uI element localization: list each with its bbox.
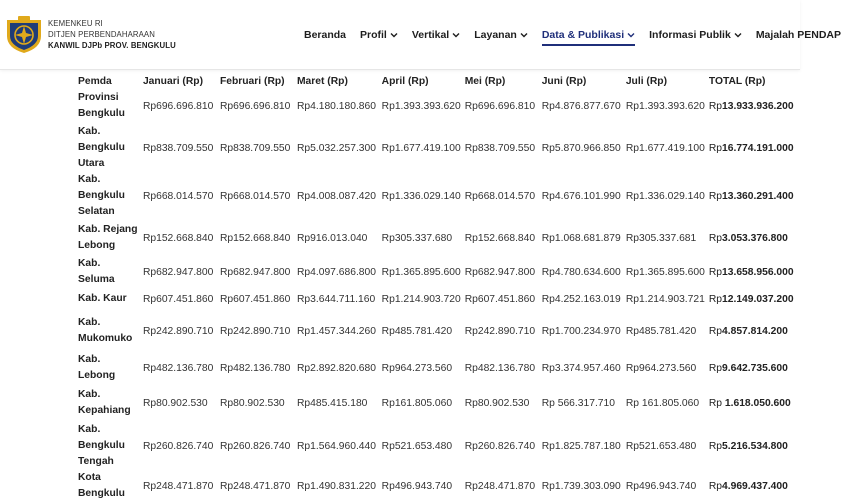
table-row — [74, 124, 800, 172]
active-nav-underline — [542, 44, 635, 46]
amount-cell-jul: Rp1.393.393.620 — [625, 100, 705, 112]
total-currency-prefix: Rp — [708, 362, 723, 374]
amount-cell-feb: Rp696.696.810 — [219, 100, 291, 112]
total-currency-prefix: Rp — [708, 100, 723, 112]
amount-cell-feb: Rp248.471.870 — [219, 480, 291, 492]
pemda-cell: Kab. Seluma — [78, 258, 115, 285]
amount-cell-apr: Rp1.393.393.620 — [381, 100, 461, 112]
chevron-down-icon — [452, 32, 460, 38]
column-header: Maret (Rp) — [296, 75, 348, 87]
amount-cell-apr: Rp161.805.060 — [381, 397, 453, 409]
amount-cell-feb: Rp242.890.710 — [219, 325, 291, 337]
amount-cell-jan: Rp668.014.570 — [142, 190, 214, 202]
amount-cell-mei: Rp260.826.740 — [464, 440, 536, 452]
total-cell — [705, 172, 800, 220]
pemda-cell: Kab. Bengkulu Selatan — [78, 174, 125, 217]
amount-cell-apr: Rp1.365.895.600 — [381, 266, 461, 278]
amount-cell-jan: Rp80.902.530 — [142, 397, 208, 409]
total-amount: 9.642.735.600 — [722, 362, 788, 374]
nav-item-beranda[interactable] — [304, 29, 346, 41]
table-row — [74, 384, 800, 422]
amount-cell-apr: Rp521.653.480 — [381, 440, 453, 452]
amount-cell-jun: Rp4.876.877.670 — [541, 100, 621, 112]
nav-item-label: Profil — [360, 29, 387, 41]
chevron-down-icon — [627, 32, 635, 38]
brand-text — [48, 18, 176, 51]
amount-cell-apr: Rp305.337.680 — [381, 232, 453, 244]
total-amount: 1.618.050.600 — [724, 397, 791, 409]
pemda-cell: Kab. Bengkulu Utara — [78, 126, 125, 169]
pemda-cell: Provinsi Bengkulu — [78, 92, 125, 119]
amount-cell-jan: Rp607.451.860 — [142, 293, 214, 305]
brand-line-3: KANWIL DJPb PROV. BENGKULU — [48, 40, 176, 50]
amount-cell-mar: Rp916.013.040 — [296, 232, 368, 244]
total-currency-prefix: Rp — [708, 190, 723, 202]
amount-cell-feb: Rp668.014.570 — [219, 190, 291, 202]
nav-item-label: Majalah PENDAP — [755, 29, 842, 41]
amount-cell-jun: Rp4.252.163.019 — [541, 293, 621, 305]
amount-cell-jul: Rp964.273.560 — [625, 362, 697, 374]
amount-cell-mar: Rp1.564.960.440 — [296, 440, 376, 452]
total-currency-prefix: Rp — [708, 480, 723, 492]
nav-item-majalah-pendap[interactable] — [756, 29, 841, 41]
amount-cell-mei: Rp668.014.570 — [464, 190, 536, 202]
amount-cell-jun: Rp1.068.681.879 — [541, 232, 621, 244]
total-amount: 16.774.191.000 — [722, 142, 794, 154]
amount-cell-jan: Rp482.136.780 — [142, 362, 214, 374]
amount-cell-mei: Rp838.709.550 — [464, 142, 536, 154]
amount-cell-mei: Rp482.136.780 — [464, 362, 536, 374]
pemda-cell: Kab. Lebong — [78, 354, 116, 381]
amount-cell-jun: Rp3.374.957.460 — [541, 362, 621, 374]
chevron-down-icon — [734, 32, 742, 38]
nav-item-label: Data & Publikasi — [541, 29, 625, 41]
amount-cell-apr: Rp1.677.419.100 — [381, 142, 461, 154]
amount-cell-mar: Rp485.415.180 — [296, 397, 368, 409]
column-header: Juli (Rp) — [625, 75, 668, 87]
total-amount: 3.053.376.800 — [722, 232, 788, 244]
table-row — [74, 470, 800, 502]
amount-cell-mei: Rp248.471.870 — [464, 480, 536, 492]
chevron-down-icon — [520, 32, 528, 38]
chevron-down-icon — [390, 32, 398, 38]
amount-cell-jul: Rp1.214.903.721 — [625, 293, 705, 305]
total-cell — [705, 124, 800, 172]
total-currency-prefix: Rp — [708, 266, 723, 278]
column-header: April (Rp) — [381, 75, 429, 87]
amount-cell-jan: Rp152.668.840 — [142, 232, 214, 244]
amount-cell-mar: Rp1.490.831.220 — [296, 480, 376, 492]
pemda-cell: Kota Bengkulu — [78, 472, 125, 499]
amount-cell-jun: Rp1.825.787.180 — [541, 440, 621, 452]
total-amount: 13.658.956.000 — [722, 266, 794, 278]
nav-item-layanan[interactable] — [474, 29, 528, 41]
amount-cell-jan: Rp248.471.870 — [142, 480, 214, 492]
table-header-row — [74, 70, 800, 88]
pemda-cell: Kab. Rejang Lebong — [78, 224, 138, 251]
amount-cell-jul: Rp1.677.419.100 — [625, 142, 705, 154]
table-row — [74, 256, 800, 288]
nav-item-label: Informasi Publik — [649, 29, 731, 41]
site-header — [0, 0, 842, 70]
amount-cell-mar: Rp2.892.820.680 — [296, 362, 376, 374]
column-header: Juni (Rp) — [541, 75, 587, 87]
amount-cell-feb: Rp482.136.780 — [219, 362, 291, 374]
amount-cell-feb: Rp682.947.800 — [219, 266, 291, 278]
total-cell — [705, 88, 800, 124]
main-nav — [304, 29, 855, 41]
total-amount: 13.933.936.200 — [722, 100, 794, 112]
column-header: TOTAL (Rp) — [708, 75, 766, 87]
total-cell — [705, 310, 800, 352]
total-cell — [705, 470, 800, 502]
total-cell — [705, 384, 800, 422]
table-row — [74, 352, 800, 384]
total-currency-prefix: Rp — [708, 142, 723, 154]
amount-cell-mei: Rp242.890.710 — [464, 325, 536, 337]
amount-cell-mar: Rp1.457.344.260 — [296, 325, 376, 337]
amount-cell-apr: Rp1.214.903.720 — [381, 293, 461, 305]
amount-cell-feb: Rp838.709.550 — [219, 142, 291, 154]
total-amount: 4.969.437.400 — [722, 480, 788, 492]
total-currency-prefix: Rp — [708, 397, 725, 409]
total-cell — [705, 288, 800, 310]
nav-item-vertikal[interactable] — [412, 29, 460, 41]
kemenkeu-logo-icon — [4, 14, 44, 54]
brand-line-2: DITJEN PERBENDAHARAAN — [48, 29, 155, 39]
amount-cell-jan: Rp260.826.740 — [142, 440, 214, 452]
brand-line-1: KEMENKEU RI — [48, 18, 103, 28]
total-cell — [705, 352, 800, 384]
total-amount: 5.216.534.800 — [722, 440, 788, 452]
amount-cell-mar: Rp4.097.686.800 — [296, 266, 376, 278]
amount-cell-mar: Rp5.032.257.300 — [296, 142, 376, 154]
nav-item-informasi-publik[interactable] — [649, 29, 742, 41]
amount-cell-jul: Rp 161.805.060 — [625, 397, 700, 409]
amount-cell-jul: Rp496.943.740 — [625, 480, 697, 492]
total-cell — [705, 422, 800, 470]
amount-cell-jul: Rp305.337.681 — [625, 232, 697, 244]
amount-cell-jul: Rp485.781.420 — [625, 325, 697, 337]
pemda-cell: Kab. Kaur — [78, 293, 127, 304]
amount-cell-jun: Rp4.676.101.990 — [541, 190, 621, 202]
nav-item-profil[interactable] — [360, 29, 398, 41]
amount-cell-jun: Rp 566.317.710 — [541, 397, 615, 409]
amount-cell-jan: Rp682.947.800 — [142, 266, 214, 278]
column-header: Januari (Rp) — [142, 75, 204, 87]
pemda-cell: Kab. Mukomuko — [78, 317, 133, 344]
amount-cell-jun: Rp5.870.966.850 — [541, 142, 621, 154]
total-currency-prefix: Rp — [708, 293, 723, 305]
amount-cell-mei: Rp607.451.860 — [464, 293, 536, 305]
amount-cell-apr: Rp496.943.740 — [381, 480, 453, 492]
table-container — [0, 70, 800, 499]
amount-cell-jun: Rp1.700.234.970 — [541, 325, 621, 337]
nav-item-label: Vertikal — [411, 29, 450, 41]
amount-cell-mei: Rp152.668.840 — [464, 232, 536, 244]
table-row — [74, 220, 800, 256]
total-cell — [705, 220, 800, 256]
amount-cell-jun: Rp4.780.634.600 — [541, 266, 621, 278]
table-row — [74, 288, 800, 310]
amount-cell-mar: Rp4.180.180.860 — [296, 100, 376, 112]
nav-item-data-publikasi[interactable] — [542, 29, 635, 41]
amount-cell-apr: Rp964.273.560 — [381, 362, 453, 374]
table-row — [74, 172, 800, 220]
total-amount: 12.149.037.200 — [722, 293, 794, 305]
pemda-cell: Kab. Kepahiang — [78, 389, 131, 416]
amount-cell-jan: Rp838.709.550 — [142, 142, 214, 154]
amount-cell-jul: Rp521.653.480 — [625, 440, 697, 452]
amount-cell-jul: Rp1.336.029.140 — [625, 190, 705, 202]
amount-cell-apr: Rp485.781.420 — [381, 325, 453, 337]
amount-cell-apr: Rp1.336.029.140 — [381, 190, 461, 202]
nav-item-label: Layanan — [474, 29, 517, 41]
amount-cell-feb: Rp260.826.740 — [219, 440, 291, 452]
amount-cell-jul: Rp1.365.895.600 — [625, 266, 705, 278]
amount-cell-jan: Rp242.890.710 — [142, 325, 214, 337]
amount-cell-jun: Rp1.739.303.090 — [541, 480, 621, 492]
total-amount: 4.857.814.200 — [722, 325, 788, 337]
transfer-table — [74, 70, 800, 502]
nav-item-label: Beranda — [304, 29, 347, 41]
total-amount: 13.360.291.400 — [722, 190, 794, 202]
table-row — [74, 88, 800, 124]
table-row — [74, 422, 800, 470]
total-currency-prefix: Rp — [708, 232, 723, 244]
amount-cell-feb: Rp152.668.840 — [219, 232, 291, 244]
amount-cell-feb: Rp607.451.860 — [219, 293, 291, 305]
total-cell — [705, 256, 800, 288]
table-row — [74, 310, 800, 352]
amount-cell-mei: Rp80.902.530 — [464, 397, 530, 409]
brand[interactable] — [4, 14, 176, 54]
total-currency-prefix: Rp — [708, 325, 723, 337]
amount-cell-mei: Rp696.696.810 — [464, 100, 536, 112]
column-header: Februari (Rp) — [219, 75, 285, 87]
amount-cell-mei: Rp682.947.800 — [464, 266, 536, 278]
pemda-cell: Kab. Bengkulu Tengah — [78, 424, 125, 467]
amount-cell-mar: Rp4.008.087.420 — [296, 190, 376, 202]
amount-cell-jan: Rp696.696.810 — [142, 100, 214, 112]
total-currency-prefix: Rp — [708, 440, 723, 452]
column-header: Mei (Rp) — [464, 75, 506, 87]
table-body — [74, 88, 800, 502]
amount-cell-mar: Rp3.644.711.160 — [296, 293, 376, 305]
amount-cell-feb: Rp80.902.530 — [219, 397, 285, 409]
column-header: Pemda — [78, 75, 112, 87]
